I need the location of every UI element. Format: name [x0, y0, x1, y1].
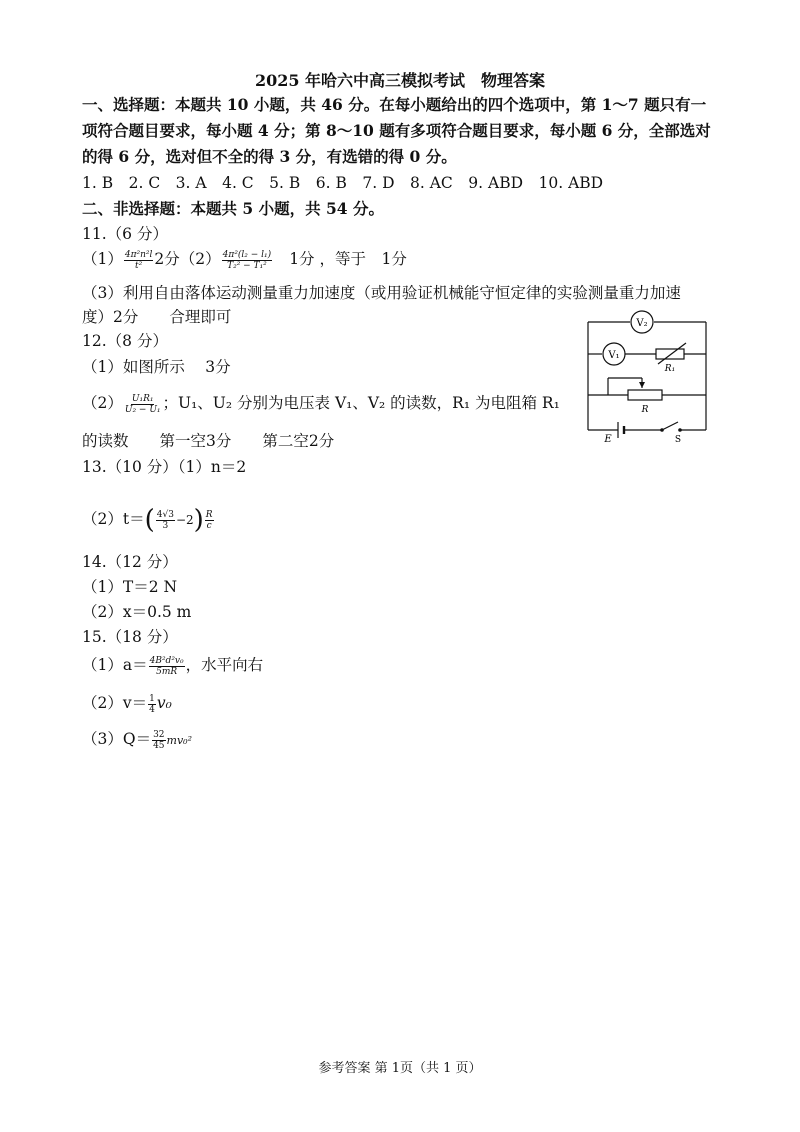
- q11-formula1: $\frac{\text{4π²n²l}}{\text{t²}}$: [124, 249, 153, 271]
- section1-line1: 一、选择题：本题共 10 小题，共 46 分。在每小题给出的四个选项中，第 1～7 题只有一: [82, 95, 707, 114]
- q15-part1: [82, 654, 263, 677]
- q15-p1-label: （1）a＝: [82, 656, 148, 674]
- page-footer: 参考答案 第 1页（共 1 页）: [318, 1061, 482, 1076]
- q15-formula3: $\frac{32}{45}$: [153, 729, 165, 751]
- q11-part3-line1: （3）利用自由落体运动测量重力加速度（或用验证机械能守恒定律的实验测量重力加速: [82, 284, 681, 302]
- q12-header: 12.（8 分）: [82, 332, 168, 350]
- page-title: 2025 年哈六中高三模拟考试 物理答案: [254, 71, 546, 90]
- q14-header: 14.（12 分）: [82, 553, 178, 571]
- switch-lever-icon: [662, 422, 678, 430]
- q11-part3-line2: 度）2分 合理即可: [82, 308, 232, 326]
- label-r: R: [641, 405, 649, 415]
- q13-formula-sqrt: $\frac{4√3}{3}$: [156, 509, 174, 531]
- label-v1: V₁: [608, 350, 620, 361]
- circuit-diagram: [578, 310, 718, 445]
- q12-p2-text: ；U₁、U₂ 分别为电压表 V₁、V₂ 的读数，R₁ 为电阻箱 R₁: [162, 394, 560, 412]
- q11-p1-score: 2分: [154, 250, 180, 268]
- variable-arrow-icon: [658, 343, 686, 364]
- switch-pivot-icon: [660, 428, 664, 432]
- q15-formula1: $\frac{\text{4B²d²v₀}}{5mR}$: [149, 655, 184, 677]
- q14-part1: （1）T＝2 N: [82, 578, 178, 596]
- q15-header: 15.（18 分）: [82, 628, 178, 646]
- section1-line2: 项符合题目要求，每小题 4 分；第 8～10 题有多项符合题目要求，每小题 6 分，全部选对: [82, 121, 711, 140]
- q12-part2: [82, 392, 560, 415]
- label-s: S: [674, 435, 682, 445]
- q15-part2: [82, 692, 172, 715]
- choice-answers: 1. B 2. C 3. A 4. C 5. B 6. B 7. D 8. AC 9. ABD 10. ABD: [82, 174, 604, 192]
- q15-p2-tail: v₀: [156, 694, 172, 712]
- q15-part3: [82, 728, 192, 752]
- left-paren: (: [144, 505, 155, 535]
- q15-p1-text: ，水平向右: [185, 656, 264, 674]
- section1-line3: 的得 6 分，选对但不全的得 3 分，有选错的得 0 分。: [82, 147, 457, 166]
- q12-part1: （1）如图所示 3分: [82, 358, 231, 376]
- switch-contact-icon: [678, 428, 682, 432]
- rheostat-r-icon: [628, 390, 662, 400]
- q13-minus: −2: [175, 513, 194, 527]
- section2-heading: 二、非选择题：本题共 5 小题，共 54 分。: [82, 199, 384, 218]
- q15-formula2: $\frac{1}{4}$: [149, 693, 155, 715]
- q11-p2-label: （2）: [179, 250, 221, 268]
- q11-p2-score: 1分 ，等于 1分: [289, 250, 407, 268]
- q11-p1-label: （1）: [82, 250, 123, 268]
- resistance-box-r1-icon: [656, 349, 684, 359]
- q12-part2-line2: 的读数 第一空3分 第二空2分: [82, 432, 335, 450]
- q15-p2-label: （2）v＝: [82, 694, 148, 712]
- q13-p2-label: （2）t＝: [82, 510, 145, 528]
- q11-part1: [82, 248, 407, 271]
- q14-part2: （2）x＝0.5 m: [82, 603, 192, 621]
- q13-formula-rc: $\frac{R}{c}$: [205, 509, 213, 531]
- label-v2: V₂: [636, 318, 648, 329]
- q11-formula2: $\frac{\text{4π²(l₂ − l₁)}}{\text{T₂² − T₁²}}$: [222, 249, 272, 271]
- right-paren: ): [193, 505, 204, 535]
- q11-header: 11.（6 分）: [82, 225, 168, 243]
- label-r1: R₁: [664, 364, 676, 374]
- q13-part2: [82, 505, 215, 535]
- q15-p3-label: （3）Q＝: [82, 730, 152, 748]
- q15-p3-tail: mv₀²: [166, 734, 192, 747]
- label-e: E: [604, 434, 612, 445]
- slider-arrow-icon: [639, 382, 645, 388]
- q12-formula: $\frac{\text{U₁R₁}}{\text{U₂ − U₁}}$: [124, 393, 161, 415]
- q12-p2-label: （2）: [82, 394, 123, 412]
- q13-header: 13.（10 分）（1）n＝2: [82, 458, 247, 476]
